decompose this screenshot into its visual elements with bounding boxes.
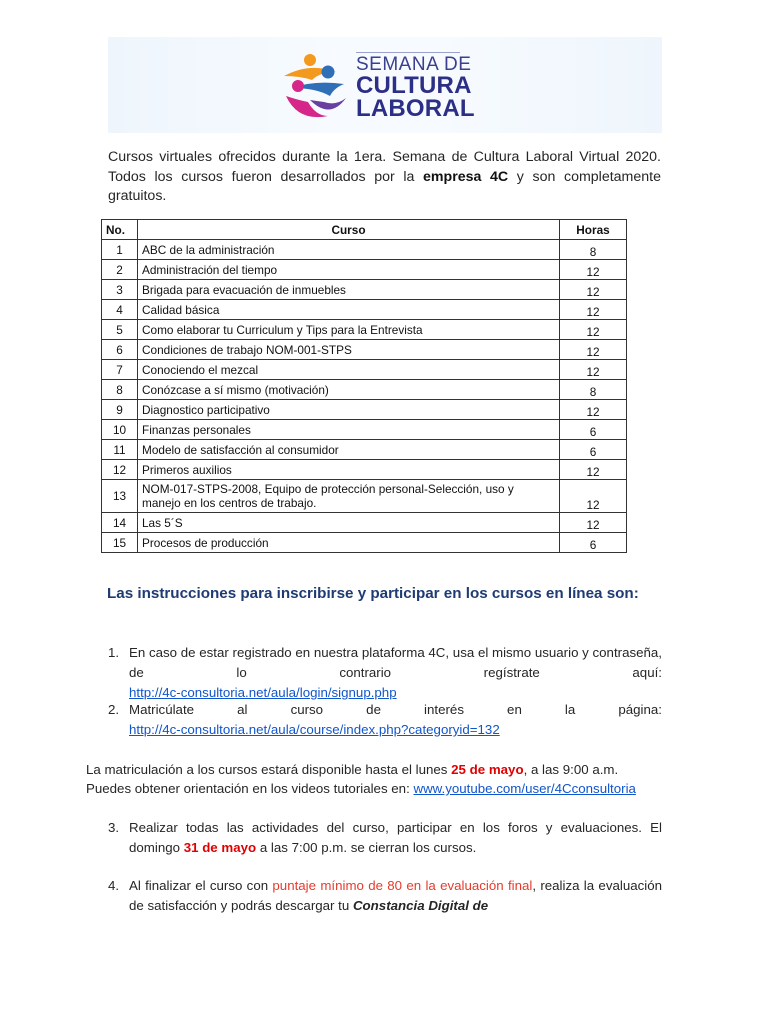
row-hours: 12 xyxy=(560,460,627,480)
row-hours: 12 xyxy=(560,400,627,420)
table-row xyxy=(102,260,627,280)
row-hours: 12 xyxy=(560,513,627,533)
table-row xyxy=(102,420,627,440)
row-course: Finanzas personales xyxy=(138,420,560,440)
minimum-score-note: puntaje mínimo de 80 en la evaluación final xyxy=(272,878,533,893)
intro-text-1: Cursos virtuales ofrecidos durante la 1era. Semana de Cultura Laboral Virtual 2020. Todos los cursos fueron desarrollados por la xyxy=(108,149,661,185)
logo-line-2: CULTURA xyxy=(356,72,472,99)
enrollment-note-post: , a las 9:00 a.m. xyxy=(523,762,619,777)
row-course: Primeros auxilios xyxy=(138,460,560,480)
digital-certificate-label: Constancia Digital de xyxy=(352,898,489,913)
header-course: Curso xyxy=(138,220,560,240)
row-course: Conociendo el mezcal xyxy=(138,360,560,380)
table-row xyxy=(102,480,627,513)
step-2-link-wrap xyxy=(129,720,662,740)
table-row xyxy=(102,360,627,380)
step-3-text xyxy=(129,818,662,858)
row-course: Como elaborar tu Curriculum y Tips para la Entrevista xyxy=(138,320,560,340)
row-number: 10 xyxy=(102,420,138,440)
table-row xyxy=(102,440,627,460)
row-number: 6 xyxy=(102,340,138,360)
row-hours: 12 xyxy=(560,280,627,300)
course-category-link[interactable]: http://4c-consultoria.net/aula/course/index.php?categoryid=132 xyxy=(129,722,500,737)
step-1-number: 1. xyxy=(108,645,120,660)
step-4-number: 4. xyxy=(108,878,120,893)
step-3-post: a las 7:00 p.m. se cierran los cursos. xyxy=(256,840,477,855)
tutorials-note-pre: Puedes obtener orientación en los videos tutoriales en: xyxy=(86,781,414,796)
row-course: Modelo de satisfacción al consumidor xyxy=(138,440,560,460)
intro-text-2: y son completamente gratuitos. xyxy=(108,168,661,204)
youtube-link[interactable]: www.youtube.com/user/4Cconsultoria xyxy=(413,781,636,796)
logo-line-1: SEMANA DE xyxy=(356,54,472,75)
step-3-number: 3. xyxy=(108,820,120,835)
step-2 xyxy=(108,700,662,740)
row-hours: 8 xyxy=(560,240,627,260)
tutorials-note xyxy=(86,779,686,798)
step-4 xyxy=(108,876,662,916)
row-course: ABC de la administración xyxy=(138,240,560,260)
closing-date: 31 de mayo xyxy=(183,840,257,855)
step-1 xyxy=(108,643,662,703)
step-4-pre: Al finalizar el curso con xyxy=(129,878,273,893)
enrollment-note-pre: La matriculación a los cursos estará disponible hasta el lunes xyxy=(86,762,452,777)
logo-rule xyxy=(356,52,460,53)
table-row xyxy=(102,340,627,360)
instructions-heading: Las instrucciones para inscribirse y participar en los cursos en línea son: xyxy=(107,585,639,602)
row-number: 1 xyxy=(102,240,138,260)
row-course: NOM-017-STPS-2008, Equipo de protección personal-Selección, uso y manejo en los centros de trabajo. xyxy=(138,480,560,513)
table-row xyxy=(102,533,627,553)
table-row xyxy=(102,380,627,400)
row-hours: 8 xyxy=(560,380,627,400)
step-3 xyxy=(108,818,662,858)
step-4-mid: , realiza la evaluación de satisfacción y podrás descargar tu xyxy=(129,878,663,913)
row-course: Las 5´S xyxy=(138,513,560,533)
row-course: Procesos de producción xyxy=(138,533,560,553)
row-hours: 12 xyxy=(560,340,627,360)
logo-line-3: LABORAL xyxy=(356,95,475,122)
table-row xyxy=(102,460,627,480)
row-course: Diagnostico participativo xyxy=(138,400,560,420)
row-number: 12 xyxy=(102,460,138,480)
table-row xyxy=(102,280,627,300)
row-number: 9 xyxy=(102,400,138,420)
table-row xyxy=(102,513,627,533)
row-number: 13 xyxy=(102,480,138,513)
row-hours: 12 xyxy=(560,320,627,340)
intro-paragraph xyxy=(108,148,661,207)
intro-bold-company: empresa 4C xyxy=(423,168,509,185)
courses-table xyxy=(101,219,627,553)
row-hours: 6 xyxy=(560,420,627,440)
enrollment-date: 25 de mayo xyxy=(451,762,524,777)
row-hours: 12 xyxy=(560,260,627,280)
row-course: Calidad básica xyxy=(138,300,560,320)
row-course: Conózcase a sí mismo (motivación) xyxy=(138,380,560,400)
row-number: 3 xyxy=(102,280,138,300)
row-hours: 12 xyxy=(560,360,627,380)
row-number: 7 xyxy=(102,360,138,380)
row-hours: 12 xyxy=(560,300,627,320)
row-number: 5 xyxy=(102,320,138,340)
step-2-text: Matricúlate al curso de interés en la página: xyxy=(129,702,662,717)
table-header-row xyxy=(102,220,627,240)
row-course: Brigada para evacuación de inmuebles xyxy=(138,280,560,300)
row-number: 14 xyxy=(102,513,138,533)
row-number: 2 xyxy=(102,260,138,280)
row-course: Condiciones de trabajo NOM-001-STPS xyxy=(138,340,560,360)
header-no: No. xyxy=(102,220,138,240)
row-number: 15 xyxy=(102,533,138,553)
row-number: 4 xyxy=(102,300,138,320)
table-row xyxy=(102,400,627,420)
header-hours: Horas xyxy=(560,220,627,240)
table-row xyxy=(102,320,627,340)
step-4-text xyxy=(129,876,662,916)
row-number: 8 xyxy=(102,380,138,400)
row-number: 11 xyxy=(102,440,138,460)
row-hours: 12 xyxy=(560,480,627,513)
row-hours: 6 xyxy=(560,533,627,553)
row-course: Administración del tiempo xyxy=(138,260,560,280)
step-1-text: En caso de estar registrado en nuestra plataforma 4C, usa el mismo usuario y contraseña, de lo contrario regístrate aquí: xyxy=(129,645,662,680)
people-logo-icon xyxy=(280,50,356,124)
table-body xyxy=(102,240,627,553)
semana-cultura-laboral-logo xyxy=(280,50,475,124)
signup-link[interactable]: http://4c-consultoria.net/aula/login/signup.php xyxy=(129,685,397,700)
enrollment-note xyxy=(86,760,686,779)
step-3-pre: Realizar todas las actividades del curso, participar en los foros y evaluaciones. El domingo xyxy=(129,820,662,855)
table-row xyxy=(102,240,627,260)
row-hours: 6 xyxy=(560,440,627,460)
step-2-number: 2. xyxy=(108,702,120,717)
table-row xyxy=(102,300,627,320)
